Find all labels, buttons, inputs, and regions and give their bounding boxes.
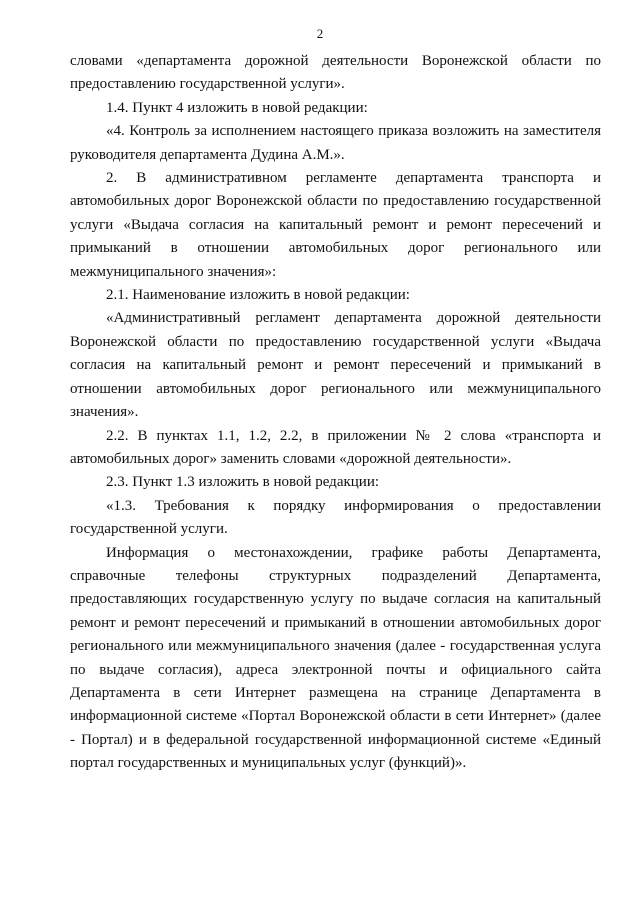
page-number: 2 — [316, 26, 324, 41]
paragraph-2-2-text: 2.2. В пунктах 1.1, 1.2, 2.2, в приложении № 2 слова «транспорта и автомобильных дорог» заменить словами «дорожной деятельности». — [70, 427, 601, 467]
paragraph-2-intro: 2. В административном регламенте департамента транспорта и автомобильных дорог Воронежской области по предоставлению государственной услуги «Выдача согласия на капитальный ремонт и ремонт пересечений и примыканий в отношении автомобильных дорог регионального или межмуниципального значения»: — [70, 170, 601, 280]
paragraph-point-4-text: «4. Контроль за исполнением настоящего приказа возложить на заместителя руководителя департамента Дудина А.М.». — [70, 123, 601, 163]
paragraph-1-4-heading: 1.4. Пункт 4 изложить в новой редакции: — [106, 99, 368, 116]
paragraph-1-3-title: «1.3. Требования к порядку информирования о предоставлении государственной услуги. — [70, 497, 601, 538]
paragraph-1-continuation: словами «департамента дорожной деятельности Воронежской области по предоставлению государственной услуги». — [70, 53, 601, 93]
paragraph-2-3-heading: 2.3. Пункт 1.3 изложить в новой редакции: — [106, 474, 380, 491]
paragraph-2-1-text: «Административный регламент департамента дорожной деятельности Воронежской области по предоставлению государственной услуги «Выдача согласия на капитальный ремонт и ремонт пересечений и примыканий в отношении автомобильных дорог регионального или межмуниципального значения». — [70, 310, 601, 421]
document-body — [70, 50, 601, 776]
paragraph-information-text: Информация о местонахождении, графике работы Департамента, справочные телефоны структурных подразделений Департамента, предоставляющих государственную услугу по выдаче согласия на капитальный ремонт и ремонт пересечений и примыканий в отношении автомобильных дорог регионального или межмуниципального значения (далее - государственная услуга по выдаче согласия), адреса электронной почты и официального сайта Департамента в сети Интернет размещена на странице Департамента в информационной системе «Портал Воронежской области в сети Интернет» (далее - Портал) и в федеральной государственной информационной системе «Единый портал государственных и муниципальных услуг (функций)». — [70, 544, 601, 772]
paragraph-2-1-heading: 2.1. Наименование изложить в новой редакции: — [106, 287, 410, 304]
